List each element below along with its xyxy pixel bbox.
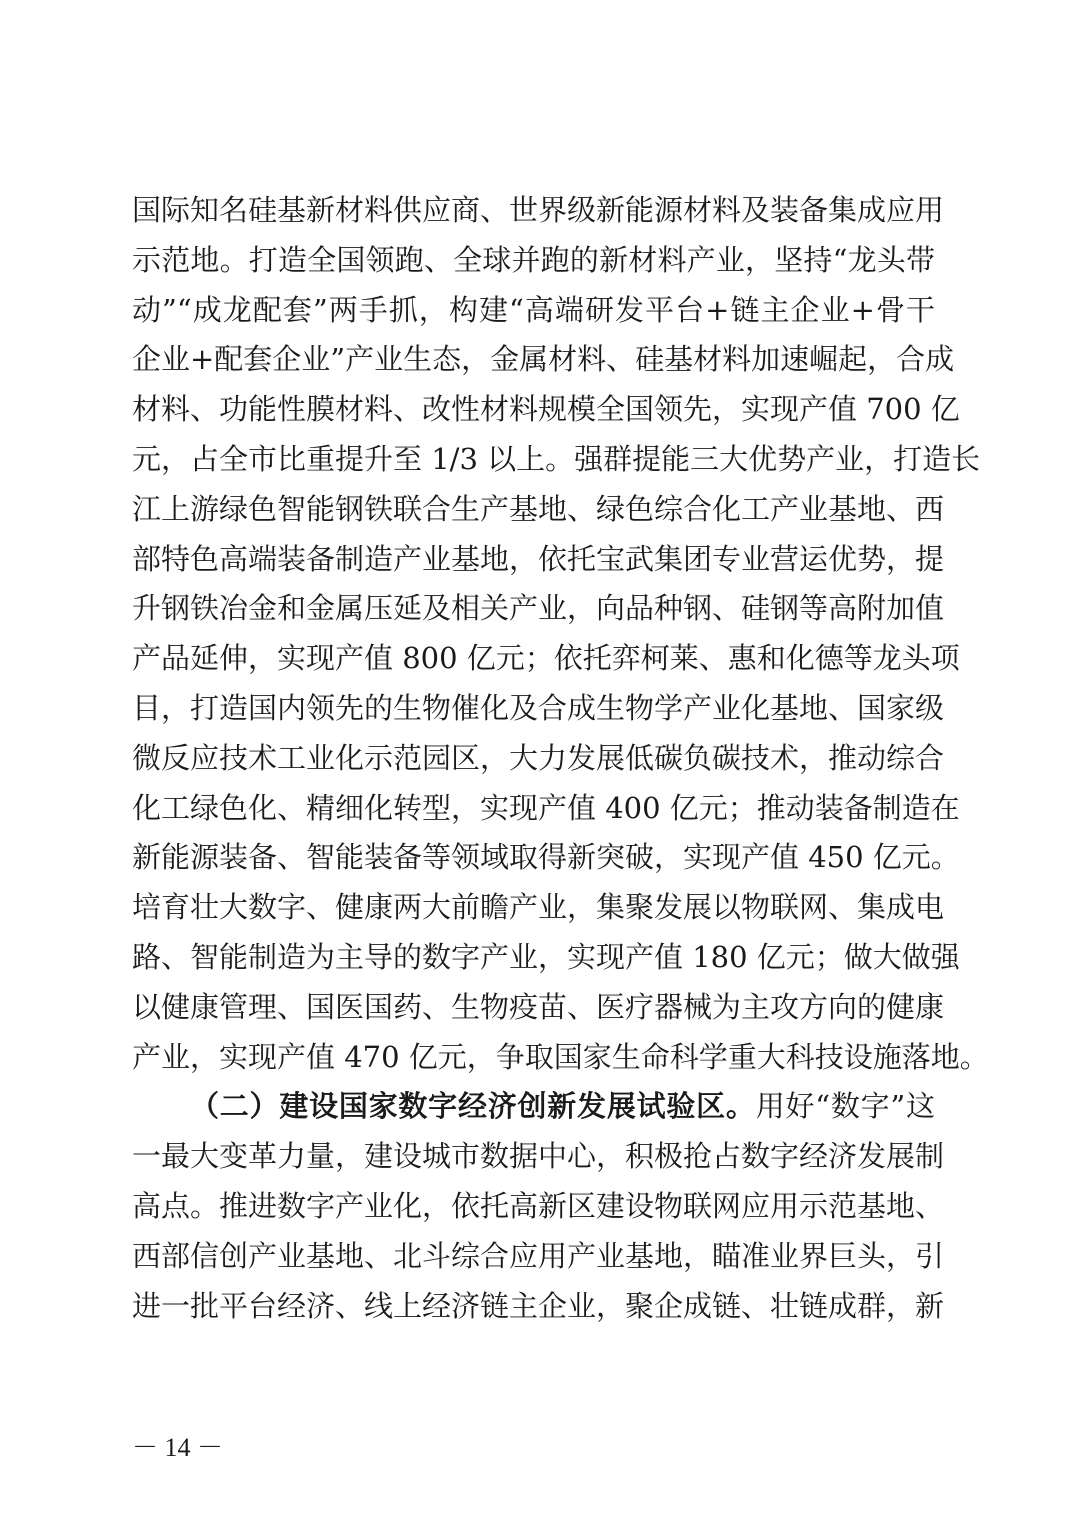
text-line: 西部信创产业基地、北斗综合应用产业基地，瞄准业界巨头，引: [132, 1238, 945, 1273]
text-line: 江上游绿色智能钢铁联合生产基地、绿色综合化工产业基地、西: [132, 491, 945, 526]
text-line: 部特色高端装备制造产业基地，依托宝武集团专业营运优势，提: [132, 541, 945, 576]
text-line: 材料、功能性膜材料、改性材料规模全国领先，实现产值 700 亿: [132, 392, 960, 427]
section-heading: （二）建设国家数字经济创新发展试验区。: [190, 1089, 756, 1124]
text-line: 示范地。打造全国领跑、全球并跑的新材料产业，坚持“龙头带: [132, 242, 935, 277]
text-line: 产品延伸，实现产值 800 亿元；依托弈柯莱、惠和化德等龙头项: [132, 641, 960, 676]
text-line: 产业，实现产值 470 亿元，争取国家生命科学重大科技设施落地。: [132, 1039, 989, 1074]
page-number: － 14 －: [132, 1433, 224, 1462]
text-line: 动”“成龙配套”两手抓，构建“高端研发平台+链主企业+骨干: [132, 292, 935, 327]
text-line: 培育壮大数字、健康两大前瞻产业，集聚发展以物联网、集成电: [132, 890, 945, 925]
text-line: 新能源装备、智能装备等领域取得新突破，实现产值 450 亿元。: [132, 840, 960, 875]
text-line: 升钢铁冶金和金属压延及相关产业，向品种钢、硅钢等高附加值: [132, 591, 945, 626]
text-line: 目，打造国内领先的生物催化及合成生物学产业化基地、国家级: [132, 690, 945, 725]
text-line: 路、智能制造为主导的数字产业，实现产值 180 亿元；做大做强: [132, 939, 960, 974]
text-line: 化工绿色化、精细化转型，实现产值 400 亿元；推动装备制造在: [132, 790, 960, 825]
text-line: 以健康管理、国医国药、生物疫苗、医疗器械为主攻方向的健康: [132, 989, 945, 1024]
text-line: 微反应技术工业化示范园区，大力发展低碳负碳技术，推动综合: [132, 740, 945, 775]
section-heading-line: [132, 1082, 935, 1132]
body-text: [132, 186, 989, 1331]
text-line: 进一批平台经济、线上经济链主企业，聚企成链、壮链成群，新: [132, 1288, 945, 1323]
text-line: 一最大变革力量，建设城市数据中心，积极抢占数字经济发展制: [132, 1139, 945, 1174]
text-run: 用好“数字”这: [755, 1089, 935, 1124]
text-line: 高点。推进数字产业化，依托高新区建设物联网应用示范基地、: [132, 1188, 945, 1223]
text-line: 国际知名硅基新材料供应商、世界级新能源材料及装备集成应用: [132, 193, 945, 227]
text-line: 企业+配套企业”产业生态，金属材料、硅基材料加速崛起，合成: [132, 342, 955, 377]
text-line: 元，占全市比重提升至 1/3 以上。强群提能三大优势产业，打造长: [132, 441, 981, 476]
